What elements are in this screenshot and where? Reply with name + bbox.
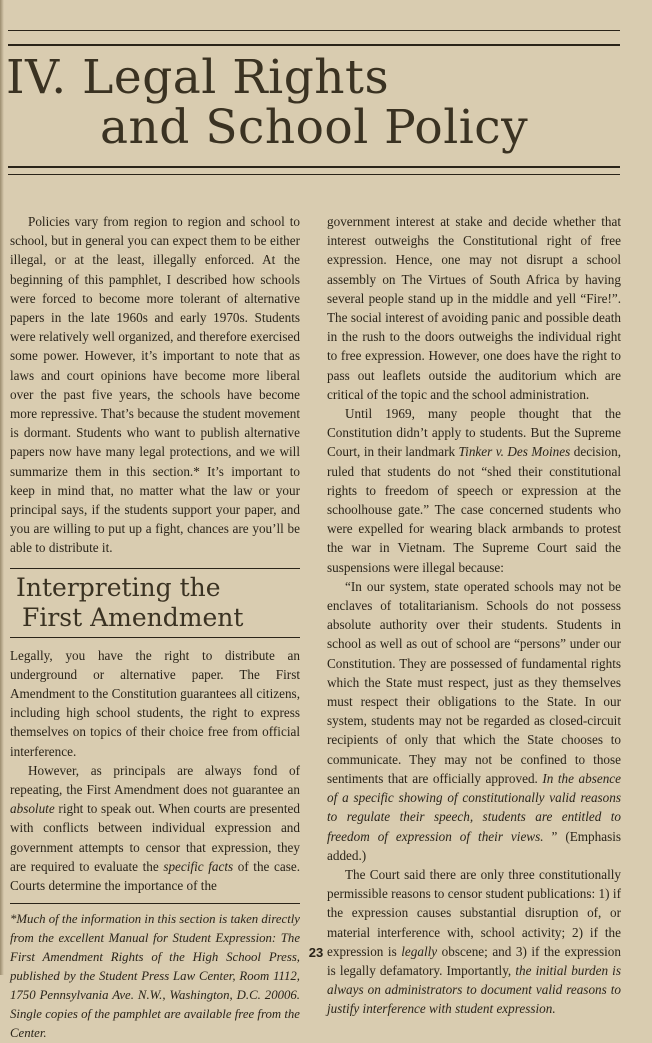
however-paragraph: However, as principals are always fond of repeating, the First Amendment does not guarantee an absolute right to speak out. When courts are presented with conflicts between individual expression and government attempts to censor that expression, they are required to evaluate the specific facts of the case. Courts determine the importance of the <box>10 762 301 894</box>
continued-paragraph: government interest at stake and decide whether that interest outweighs the Constitutional right of free expression. Hence, one may not disrupt a school assembly on The Virtues of South Africa by having several people stand up in the middle and yell “Fire!”. The social interest of avoiding panic and possible death in the rush to the doors outweighs the individual right to free expression. However, one does have the right to pass out leaflets outside the auditorium which are critical of the topic and the school administration. <box>327 214 621 402</box>
tinker-paragraph: Until 1969, many people thought that the Constitution didn’t apply to students. But the Supreme Court, in their landmark Tinker v. Des Moines decision, ruled that students do not “shed their constitutional rights to freedom of speech or expression at the schoolhouse gate.” The case concerned students who were expelled for wearing black armbands to protest the war in Vietnam. The Supreme Court said the suspensions were illegal because: <box>327 406 621 575</box>
court-quote: “In our system, state operated schools may not be enclaves of totalitarianism. Schools do not possess absolute authority over their students. Students in school as well as out of school are “persons” under our Constitution. They are possessed of fundamental rights which the State must respect, just as they themselves must respect their obligations to the State. In our system, students may not be regarded as closed-circuit recipients of only that which the State chooses to communicate. They may not be confined to those sentiments that are officially approved. In the absence of a specific showing of constitutionally valid reasons to regulate their speech, students are entitled to freedom of expression of their views. ” (Emphasis added.) <box>327 578 622 863</box>
footnote <box>10 903 300 1043</box>
left-column <box>10 212 300 1043</box>
chapter-title-line-2: and School Policy <box>100 100 529 155</box>
legal-paragraph: Legally, you have the right to distribute an underground or alternative paper. The First Amendment to the Constitution guarantees all citizens, including high school students, the right to express themselves on topics of their choice free from official interference. <box>10 647 300 759</box>
title-rule-thin <box>8 174 620 175</box>
section-heading-line-2: First Amendment <box>22 602 244 632</box>
top-rule <box>8 30 620 31</box>
footnote-text: *Much of the information in this section is taken directly from the excellent Manual for Student Expression: The First Amendment Rights of the High School Press, published by the Student Press Law Center, Room 1112, 1750 Pennsylvania Ave. N.W., Washington, D.C. 20006. Single copies of the pamphlet are available free from the Center. <box>10 912 300 1041</box>
section-heading <box>10 568 300 638</box>
right-column <box>327 212 621 1019</box>
section-heading-line-1: Interpreting the <box>16 572 221 602</box>
page-edge <box>0 0 4 975</box>
chapter-title-line-1: IV. Legal Rights <box>6 50 390 105</box>
intro-paragraph: Policies vary from region to region and school to school, but in general you can expect them to be either illegal, or at the least, illegally enforced. At the beginning of this pamphlet, I described how schools were forced to become more tolerant of alternative papers in the late 1960s and early 1970s. Students were relatively well organized, and therefore exercised some power. However, it’s important to note that as laws and court opinions have become more liberal over the past five years, the schools have become more repressive. That’s because the student movement is dormant. Students who want to publish alternative papers now have many legal protections, and we will summarize them in this section.* It’s important to keep in mind that, no matter what the law or your principal says, if the students support your paper, and you are willing to put up a fight, chances are you’ll be able to distribute it. <box>10 214 300 556</box>
top-rule-thick <box>8 44 620 46</box>
title-rule <box>8 166 620 168</box>
page-number: 23 <box>308 945 324 960</box>
three-reasons-paragraph: The Court said there are only three constitutionally permissible reasons to censor student publications: 1) if the expression causes substantial disruption of, or material interference with, school activity; 2) if the expression is legally obscene; and 3) if the expression is legally defamatory. Importantly, the initial burden is always on administrators to document valid reasons to justify interference with student expression. <box>327 866 621 1017</box>
